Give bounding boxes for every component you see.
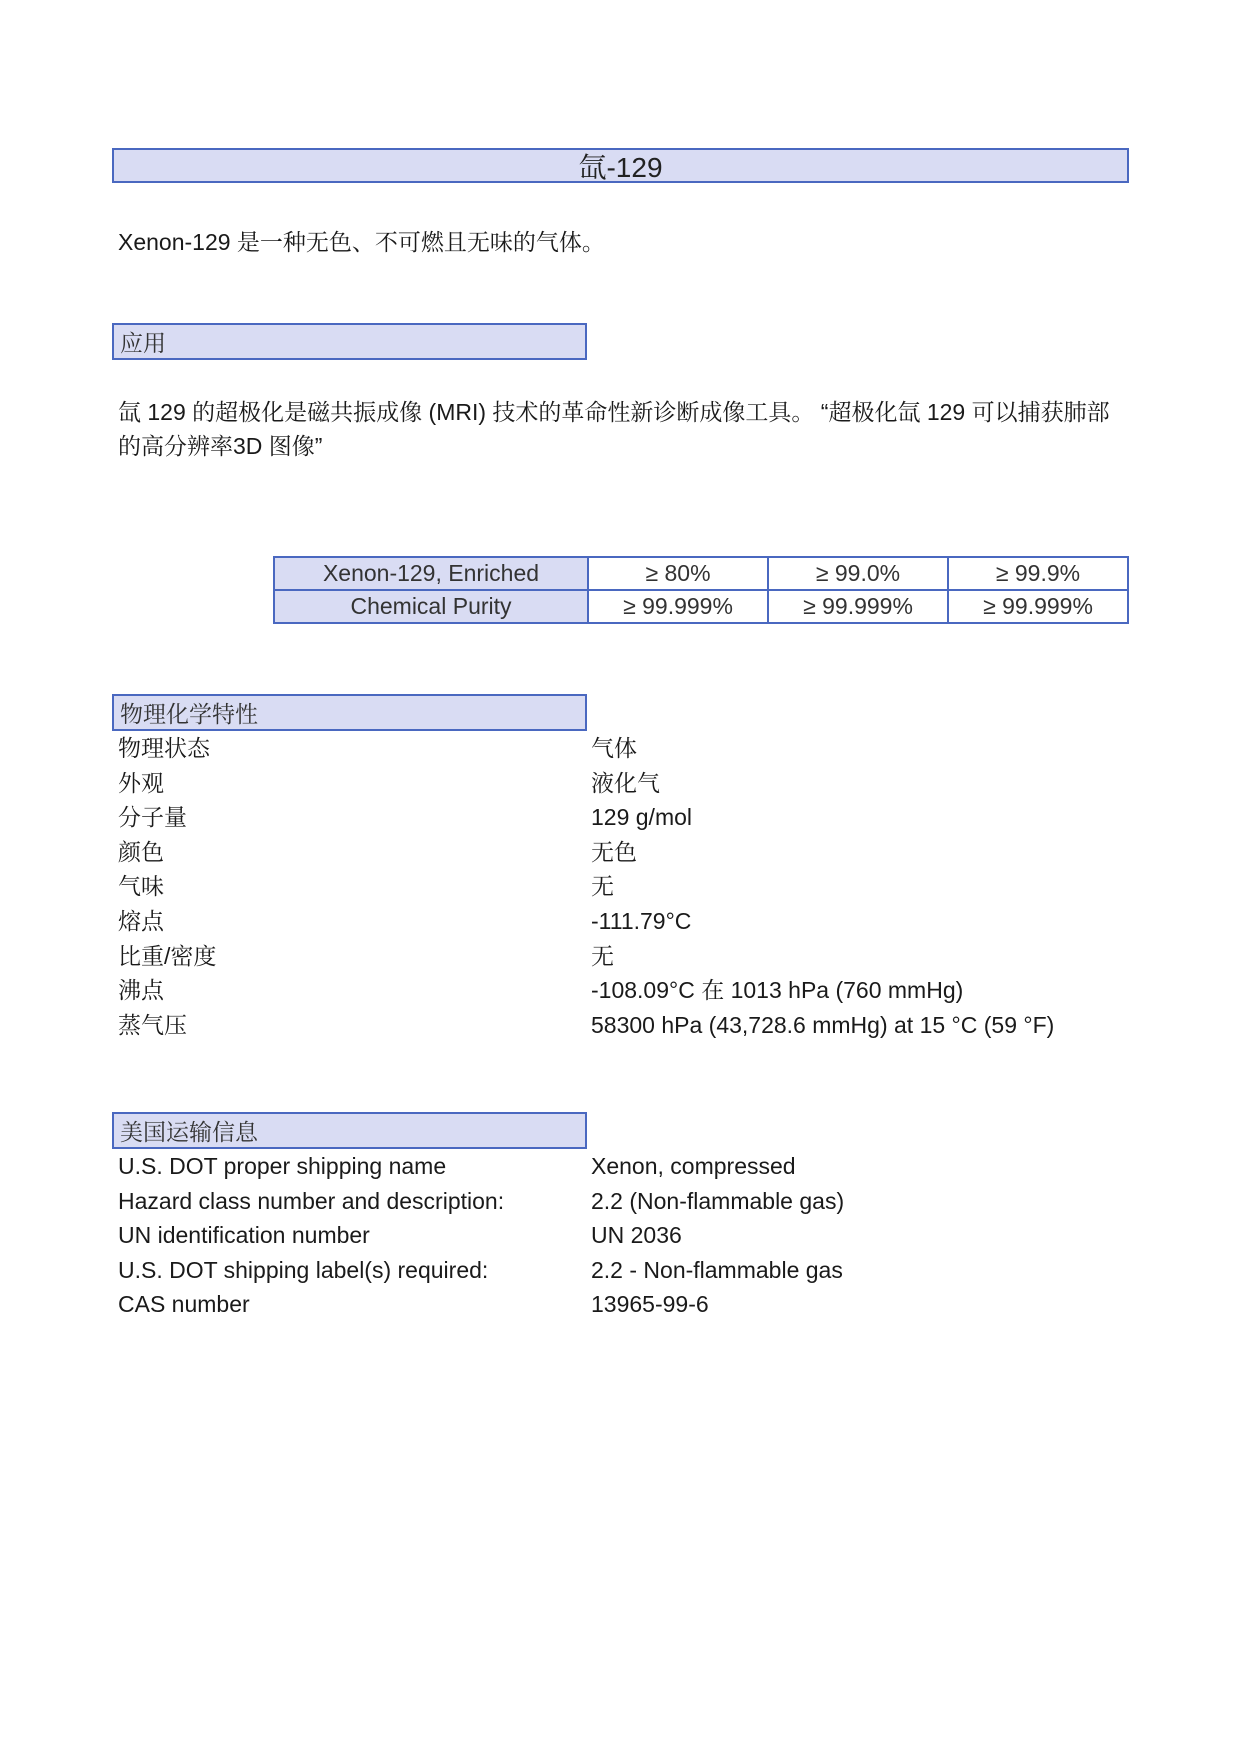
property-value: -111.79°C: [591, 907, 692, 934]
purity-row-label: Chemical Purity: [274, 590, 588, 623]
property-value: 液化气: [591, 769, 660, 796]
list-item: [118, 869, 1128, 904]
shipping-key: U.S. DOT proper shipping name: [118, 1153, 447, 1179]
property-value: 无: [591, 873, 614, 900]
shipping-key: U.S. DOT shipping label(s) required:: [118, 1256, 489, 1283]
list-item: [118, 1253, 1128, 1288]
purity-table: [273, 556, 1129, 624]
list-item: [118, 1218, 1128, 1253]
shipping-value: UN 2036: [591, 1222, 682, 1249]
list-item: [118, 800, 1128, 835]
list-item: [118, 1149, 1128, 1184]
property-value: 129 g/mol: [591, 804, 693, 831]
property-value: 58300 hPa (43,728.6 mmHg) at 15 °C (59 °F): [591, 1011, 1055, 1038]
purity-cell: ≥ 99.999%: [948, 590, 1128, 623]
property-value: 无: [591, 942, 614, 969]
list-item: [118, 766, 1128, 801]
property-key: 熔点: [118, 907, 164, 934]
property-key: 沸点: [118, 977, 164, 1004]
property-key: 比重/密度: [118, 942, 217, 969]
shipping-heading: 美国运输信息: [112, 1112, 587, 1149]
property-value: -108.09°C 在 1013 hPa (760 mmHg): [591, 977, 964, 1004]
shipping-key: CAS number: [118, 1291, 250, 1318]
shipping-value: 2.2 (Non-flammable gas): [591, 1187, 845, 1214]
property-key: 气味: [118, 873, 164, 900]
page-title: 氙-129: [112, 148, 1129, 183]
property-key: 颜色: [118, 838, 164, 865]
property-key: 外观: [118, 769, 164, 796]
purity-cell: ≥ 99.0%: [768, 557, 948, 590]
property-key: 分子量: [118, 804, 187, 831]
shipping-key: UN identification number: [118, 1222, 370, 1249]
shipping-key: Hazard class number and description:: [118, 1187, 505, 1214]
list-item: [118, 939, 1128, 974]
properties-heading: 物理化学特性: [112, 694, 587, 731]
properties-list: [118, 731, 1128, 1042]
property-value: 无色: [591, 838, 637, 865]
list-item: [118, 835, 1128, 870]
table-row: [274, 557, 1128, 590]
list-item: [118, 904, 1128, 939]
shipping-value: 13965-99-6: [591, 1291, 709, 1318]
property-key: 蒸气压: [118, 1011, 187, 1038]
shipping-value: 2.2 - Non-flammable gas: [591, 1256, 843, 1283]
intro-text: Xenon-129 是一种无色、不可燃且无味的气体。: [118, 229, 605, 255]
list-item: [118, 973, 1128, 1008]
list-item: [118, 1184, 1128, 1219]
property-value: 气体: [591, 735, 637, 761]
list-item: [118, 1287, 1128, 1322]
list-item: [118, 731, 1128, 766]
shipping-list: [118, 1149, 1128, 1322]
table-row: [274, 590, 1128, 623]
purity-cell: ≥ 80%: [588, 557, 768, 590]
purity-cell: ≥ 99.999%: [768, 590, 948, 623]
applications-text: 氙 129 的超极化是磁共振成像 (MRI) 技术的革命性新诊断成像工具。 “超极化氙 129 可以捕获肺部的高分辨率3D 图像”: [118, 399, 1110, 459]
purity-row-label: Xenon-129, Enriched: [274, 557, 588, 590]
list-item: [118, 1008, 1128, 1043]
purity-cell: ≥ 99.9%: [948, 557, 1128, 590]
property-key: 物理状态: [118, 735, 210, 761]
purity-cell: ≥ 99.999%: [588, 590, 768, 623]
shipping-value: Xenon, compressed: [591, 1153, 796, 1179]
applications-heading: 应用: [112, 323, 587, 360]
